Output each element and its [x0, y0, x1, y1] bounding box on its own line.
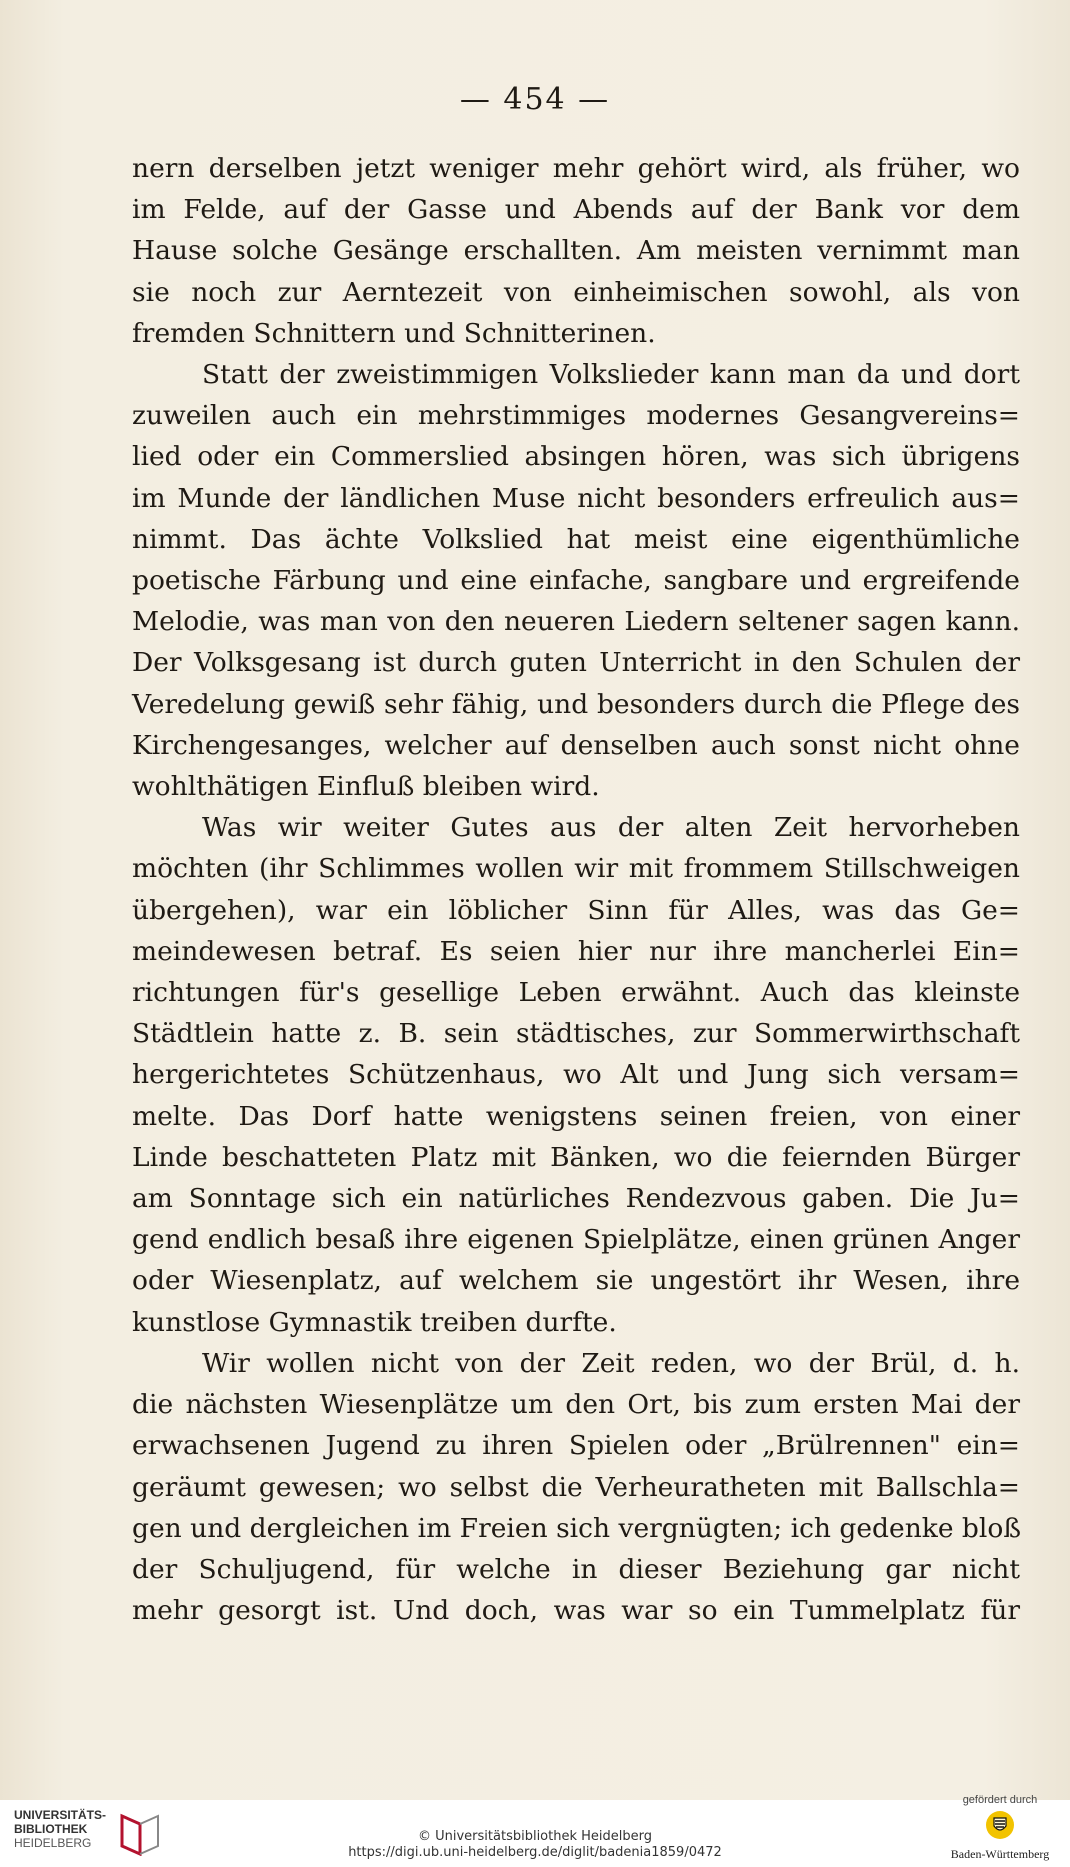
- text-line: hergerichtetes Schützenhaus, wo Alt und Jung sich versam=: [132, 1059, 1020, 1091]
- text-line: Wir wollen nicht von der Zeit reden, wo der Brül, d. h.: [202, 1347, 1020, 1379]
- text-line: lied oder ein Commerslied absingen hören, was sich übrigens: [132, 441, 1020, 473]
- body-text: [132, 148, 1020, 1631]
- text-line: poetische Färbung und eine einfache, sangbare und ergreifende: [132, 565, 1020, 597]
- text-line: nern derselben jetzt weniger mehr gehört wird, als früher, wo: [132, 153, 1020, 184]
- text-line: möchten (ihr Schlimmes wollen wir mit frommem Stillschweigen: [132, 853, 1020, 885]
- text-line: gen und dergleichen im Freien sich vergnügten; ich gedenke bloß: [132, 1512, 1022, 1544]
- state-seal-icon: [985, 1810, 1015, 1840]
- library-logo-line: BIBLIOTHEK: [14, 1822, 88, 1836]
- text-line: meindewesen betraf. Es seien hier nur ihre mancherlei Ein=: [132, 935, 1020, 967]
- text-line: Melodie, was man von den neueren Liedern seltener sagen kann.: [132, 606, 1020, 638]
- text-line: fremden Schnittern und Schnitterinen.: [132, 317, 656, 349]
- text-line: erwachsenen Jugend zu ihren Spielen oder „Brülrennen" ein=: [132, 1430, 1020, 1462]
- funded-by-label: gefördert durch: [962, 1794, 1038, 1806]
- text-line: zuweilen auch ein mehrstimmiges modernes Gesangvereins=: [132, 400, 1020, 432]
- text-line: im Munde der ländlichen Muse nicht besonders erfreulich aus=: [132, 482, 1020, 514]
- text-line: der Schuljugend, für welche in dieser Beziehung gar nicht: [132, 1553, 1020, 1585]
- text-line: gend endlich besaß ihre eigenen Spielplätze, einen grünen Anger: [132, 1224, 1020, 1256]
- text-line: am Sonntage sich ein natürliches Rendezvous gaben. Die Ju=: [132, 1183, 1020, 1215]
- library-logo-line: HEIDELBERG: [14, 1836, 92, 1850]
- text-line: wohlthätigen Einfluß bleiben wird.: [132, 771, 600, 803]
- text-line: Statt der zweistimmigen Volkslieder kann man da und dort: [202, 359, 1020, 391]
- text-line: melte. Das Dorf hatte wenigstens seinen freien, von einer: [132, 1100, 1020, 1132]
- text-line: sie noch zur Aerntezeit von einheimischen sowohl, als von: [132, 276, 1020, 308]
- library-logo-line: UNIVERSITÄTS-: [14, 1808, 107, 1822]
- copyright-block: [0, 1829, 1070, 1861]
- copyright-text: © Universitätsbibliothek Heidelberg: [417, 1829, 652, 1844]
- text-line: Der Volksgesang ist durch guten Unterricht in den Schulen der: [132, 647, 1020, 679]
- text-line: mehr gesorgt ist. Und doch, was war so ein Tummelplatz für: [132, 1595, 1020, 1627]
- text-line: übergehen), war ein löblicher Sinn für Alles, was das Ge=: [132, 894, 1020, 926]
- page-number: — 454 —: [459, 82, 611, 117]
- text-line: Kirchengesanges, welcher auf denselben auch sonst nicht ohne: [132, 729, 1020, 761]
- state-name: Baden-Württemberg: [950, 1847, 1050, 1861]
- text-line: richtungen für's gesellige Leben erwähnt. Auch das kleinste: [132, 977, 1020, 1009]
- text-line: Linde beschatteten Platz mit Bänken, wo die feiernden Bürger: [132, 1141, 1020, 1173]
- text-line: nimmt. Das ächte Volkslied hat meist eine eigenthümliche: [132, 523, 1020, 555]
- text-line: Was wir weiter Gutes aus der alten Zeit hervorheben: [202, 812, 1020, 844]
- text-line: geräumt gewesen; wo selbst die Verheuratheten mit Ballschla=: [132, 1471, 1020, 1503]
- text-line: Veredelung gewiß sehr fähig, und besonders durch die Pflege des: [132, 688, 1020, 720]
- text-line: oder Wiesenplatz, auf welchem sie ungestört ihr Wesen, ihre: [132, 1265, 1020, 1297]
- text-line: Hause solche Gesänge erschallten. Am meisten vernimmt man: [132, 235, 1020, 267]
- funding-logo[interactable]: [936, 1794, 1064, 1864]
- text-line: Städtlein hatte z. B. sein städtisches, zur Sommerwirthschaft: [132, 1018, 1020, 1050]
- text-line: die nächsten Wiesenplätze um den Ort, bis zum ersten Mai der: [132, 1389, 1020, 1421]
- text-line: im Felde, auf der Gasse und Abends auf der Bank vor dem: [132, 194, 1020, 226]
- source-url[interactable]: https://digi.ub.uni-heidelberg.de/diglit/badenia1859/0472: [348, 1845, 722, 1860]
- text-line: kunstlose Gymnastik treiben durfte.: [132, 1306, 617, 1338]
